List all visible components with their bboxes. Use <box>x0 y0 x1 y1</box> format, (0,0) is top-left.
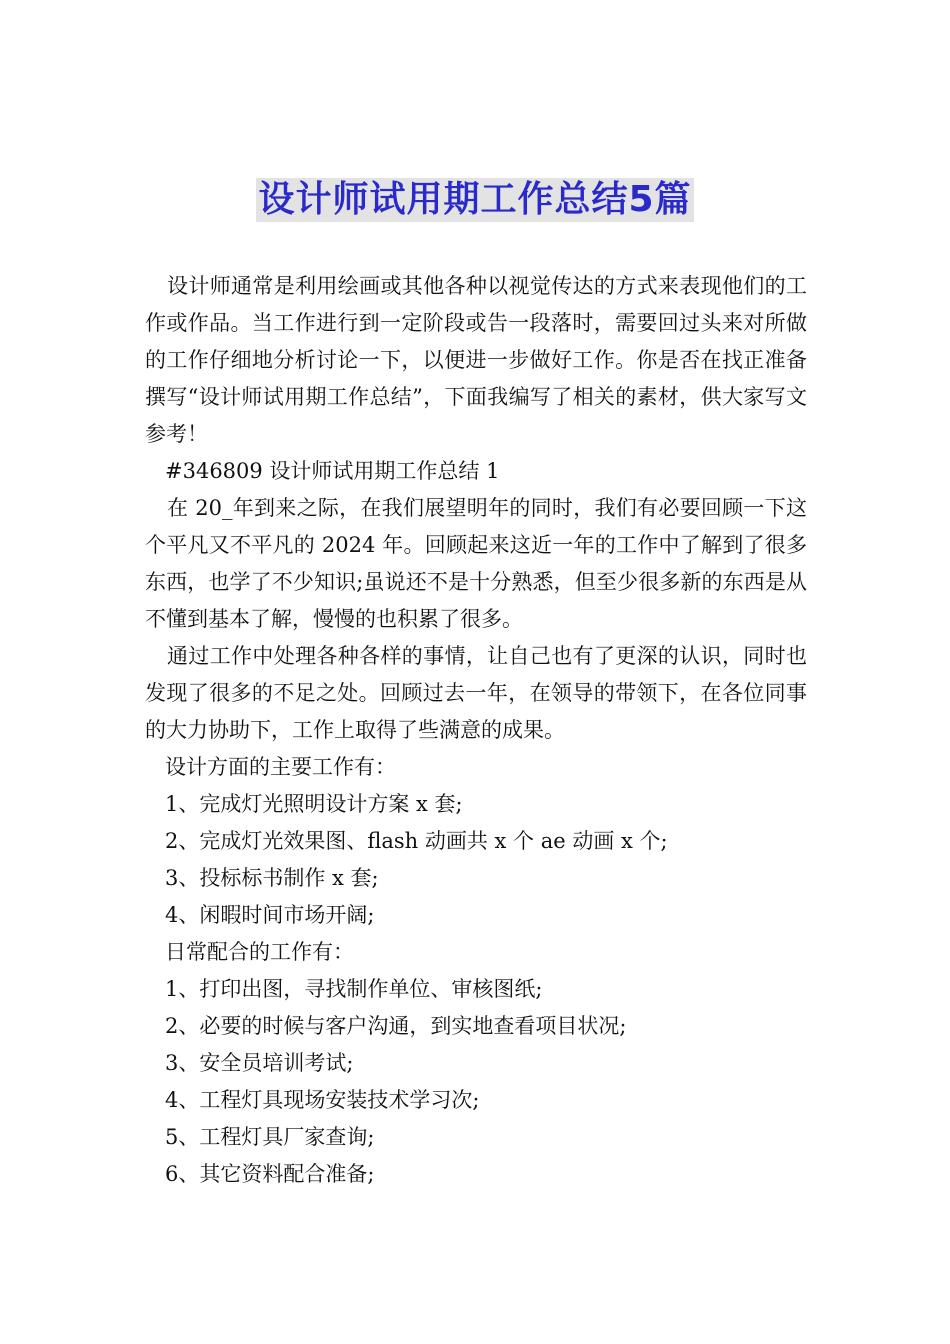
body-paragraph: 在 20_年到来之际，在我们展望明年的同时，我们有必要回顾一下这个平凡又不平凡的 2024 年。回顾起来这近一年的工作中了解到了很多东西，也学了不少知识;虽说还不是十分熟悉，但至少很多新的东西是从不懂到基本了解，慢慢的也积累了很多。 <box>145 496 807 631</box>
title-container <box>0 178 950 222</box>
document-body <box>145 268 807 1193</box>
daily-list-item: 2、必要的时候与客户沟通，到实地查看项目状况; <box>165 1014 627 1038</box>
section-heading: #346809 设计师试用期工作总结 1 <box>165 459 500 483</box>
intro-paragraph: 设计师通常是利用绘画或其他各种以视觉传达的方式来表现他们的工作或作品。当工作进行到一定阶段或告一段落时，需要回过头来对所做的工作仔细地分析讨论一下，以便进一步做好工作。你是否在找正准备撰写“设计师试用期工作总结”，下面我编写了相关的素材，供大家写文参考！ <box>145 274 807 446</box>
daily-list-item: 4、工程灯具现场安装技术学习次; <box>165 1088 480 1112</box>
design-list-item: 2、完成灯光效果图、flash 动画共 x 个 ae 动画 x 个; <box>165 829 668 853</box>
design-work-heading: 设计方面的主要工作有： <box>165 755 396 779</box>
document-title: 设计师试用期工作总结5篇 <box>258 179 692 220</box>
daily-list-item: 1、打印出图，寻找制作单位、审核图纸; <box>165 977 543 1001</box>
daily-list-item: 6、其它资料配合准备; <box>165 1162 375 1186</box>
daily-list-item: 3、安全员培训考试; <box>165 1051 354 1075</box>
design-list-item: 1、完成灯光照明设计方案 x 套; <box>165 792 463 816</box>
daily-work-heading: 日常配合的工作有： <box>165 940 354 964</box>
design-list-item: 3、投标标书制作 x 套; <box>165 866 379 890</box>
body-paragraph: 通过工作中处理各种各样的事情，让自己也有了更深的认识，同时也发现了很多的不足之处。回顾过去一年，在领导的带领下，在各位同事的大力协助下，工作上取得了些满意的成果。 <box>145 644 807 742</box>
daily-list-item: 5、工程灯具厂家查询; <box>165 1125 375 1149</box>
design-list-item: 4、闲暇时间市场开阔; <box>165 903 375 927</box>
